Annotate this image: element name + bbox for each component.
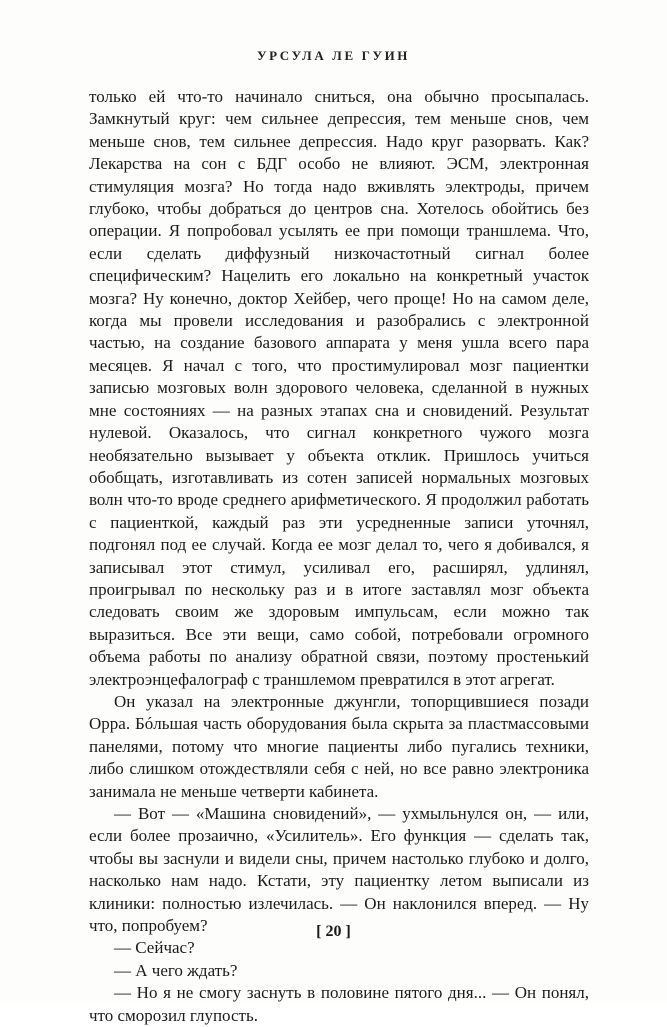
dialogue-line: — А чего ждать?: [114, 960, 238, 980]
paragraph: Он указал на электронные джунгли, топорщившиеся позади Орра. Бóльшая часть оборудования была скрыта за пластмассовыми панелями, потому что многие пациенты либо пугались техники, либо слишком отождествляли себя с ней, но все равно электроника занимала не меньше четверти кабинета.: [89, 691, 589, 801]
body-text: [89, 86, 589, 1027]
dialogue-line: — Но я не смогу заснуть в половине пятого дня... — Он понял, что сморозил глупость.: [89, 983, 589, 1025]
running-head: УРСУЛА ЛЕ ГУИН: [256, 48, 411, 63]
paragraph-continued: только ей что-то начинало сниться, она обычно просыпалась. Замкнутый круг: чем сильнее депрессия, тем меньше снов, чем меньше снов, тем сильнее депрессия. Надо круг разорвать. Как? Лекарства на сон с БДГ особо не влияют. ЭСМ, электронная стимуляция мозга? Но тогда надо вживлять электроды, причем глубоко, чтобы добраться до центров сна. Хотелось обойтись без операции. Я попробовал усылять ее при помощи траншлема. Что, если сделать диффузный низкочастотный сигнал более специфическим? Нацелить его локально на конкретный участок мозга? Ну конечно, доктор Хейбер, чего проще! Но на самом деле, когда мы провели исследования и разобрались с электронной частью, на создание базового аппарата у меня ушла всего пара месяцев. Я начал с того, что простимулировал мозг пациентки записью мозговых волн здорового человека, сделанной в нужных мне состояниях — на разных этапах сна и сновидений. Результат нулевой. Оказалось, что сигнал конкретного чужого мозга необязательно вызывает у объекта отклик. Пришлось учиться обобщать, изготавливать из сотен записей нормальных мозговых волн что-то вроде среднего арифметического. Я продолжил работать с пациенткой, каждый раз эти усредненные записи уточнял, подгонял под ее случай. Когда ее мозг делал то, чего я добивался, я записывал этот стимул, усиливал его, расширял, удлинял, проигрывал по нескольку раз и в итоге заставлял мозг объекта следовать своим же здоровым импульсам, если можно так выразиться. Все эти вещи, само собой, потребовали огромного объема работы по анализу обратной связи, поэтому простенький электроэнцефалограф с траншлемом превратился в этот агрегат.: [89, 87, 589, 689]
dialogue-line: — Сейчас?: [114, 938, 195, 958]
dialogue-line: — Вот — «Машина сновидений», — ухмыльнулся он, — или, если более прозаично, «Усилитель». Его функция — сделать так, чтобы вы заснули и видели сны, причем настолько глубоко и долго, насколько нам надо. Кстати, эту пациентку летом выписали из клиники: полностью излечилась. — Он наклонился вперед. — Ну что, попробуем?: [89, 804, 589, 936]
page-number: [ 20 ]: [316, 923, 351, 940]
